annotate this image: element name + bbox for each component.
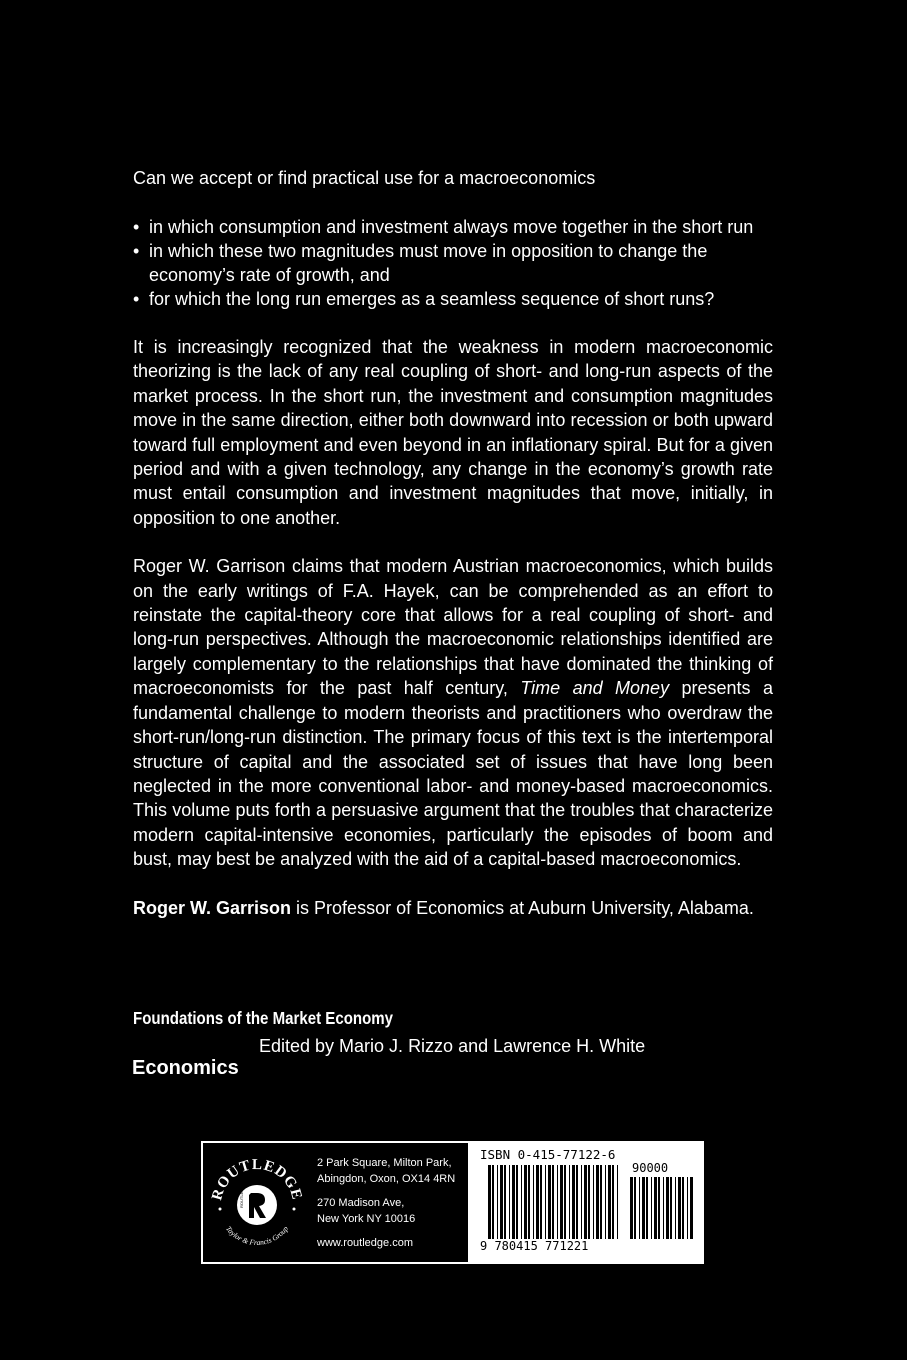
- address-us-line1: 270 Madison Ave,: [317, 1197, 405, 1209]
- routledge-logo-icon: [207, 1147, 307, 1259]
- back-cover-text: [133, 166, 773, 920]
- svg-text:ROUTLEDGE: ROUTLEDGE: [239, 1183, 244, 1208]
- barcode-area: [480, 1147, 698, 1258]
- paragraph-garrison-claims: [133, 554, 773, 871]
- logo-text: ROUTLEDGE: [209, 1156, 305, 1203]
- list-item: • in which these two magnitudes must move in opposition to change the economy’s rate of growth, and: [133, 239, 773, 287]
- author-name: Roger W. Garrison: [133, 897, 292, 918]
- publisher-website: www.routledge.com: [317, 1237, 413, 1249]
- series-title: Foundations of the Market Economy: [133, 1008, 394, 1028]
- author-bio-text: is Professor of Economics at Auburn University, Alabama.: [296, 897, 754, 918]
- series-block: [132, 1008, 773, 1079]
- series-editors: Edited by Mario J. Rizzo and Lawrence H. White: [259, 1036, 646, 1056]
- publisher-address: [317, 1155, 455, 1251]
- list-item: • in which consumption and investment always move together in the short run: [133, 215, 773, 239]
- ean-text: 9 780415 771221: [480, 1239, 589, 1253]
- paragraph-text: Roger W. Garrison claims that modern Austrian macroeconomics, which builds on the early writings of F.A. Hayek, can be comprehended as an effort to reinstate the capital-theory core that allows for a real coupling of short- and long-run perspectives. Although the macroeconomic relationships identified are largely complementary to the relationships that have dominated the thinking of macroeconomists for the past half century,: [133, 556, 773, 699]
- publisher-info: [201, 1141, 470, 1264]
- svg-text:Taylor & Francis Group: [224, 1224, 290, 1247]
- paragraph-text: presents a fundamental challenge to modern theorists and practitioners who overdraw the short-run/long-run distinction. The primary focus of this text is the intertemporal structure of capital and the associated set of issues that have long been neglected in the more conventional labor- and money-based macroeconomics. This volume puts forth a persuasive argument that the troubles that characterize modern capital-intensive economies, particularly the episodes of boom and bust, may best be analyzed with the aid of a capital-based macroeconomics.: [133, 678, 773, 870]
- logo-group-text: Taylor & Francis Group: [224, 1224, 290, 1248]
- address-uk-line2: Abingdon, Oxon, OX14 4RN: [317, 1173, 456, 1185]
- intro-line: Can we accept or find practical use for a macroeconomics: [133, 168, 596, 188]
- question-list: [133, 215, 773, 311]
- address-uk-line1: 2 Park Square, Milton Park,: [317, 1157, 452, 1169]
- publisher-barcode-panel: [201, 1141, 704, 1264]
- address-us-line2: New York NY 10016: [317, 1213, 416, 1225]
- book-title: Time and Money: [520, 678, 670, 699]
- paragraph-weakness: It is increasingly recognized that the weakness in modern macroeconomic theorizing is the lack of any real coupling of short- and long-run aspects of the market process. In the short run, the investment and consumption magnitudes move in the same direction, either both downward into recession or both upward toward full employment and even beyond in an inflationary spiral. But for a given period and with a given technology, any change in the economy’s growth rate must entail consumption and investment magnitudes that move, initially, in opposition to one another.: [133, 337, 773, 528]
- isbn-text: ISBN 0-415-77122-6: [480, 1147, 616, 1162]
- author-bio: [133, 896, 773, 920]
- subject-category: Economics: [132, 1057, 239, 1079]
- list-item: • for which the long run emerges as a seamless sequence of short runs?: [133, 287, 773, 311]
- price-addon-text: 90000: [632, 1161, 669, 1175]
- barcode-icon: [480, 1165, 698, 1243]
